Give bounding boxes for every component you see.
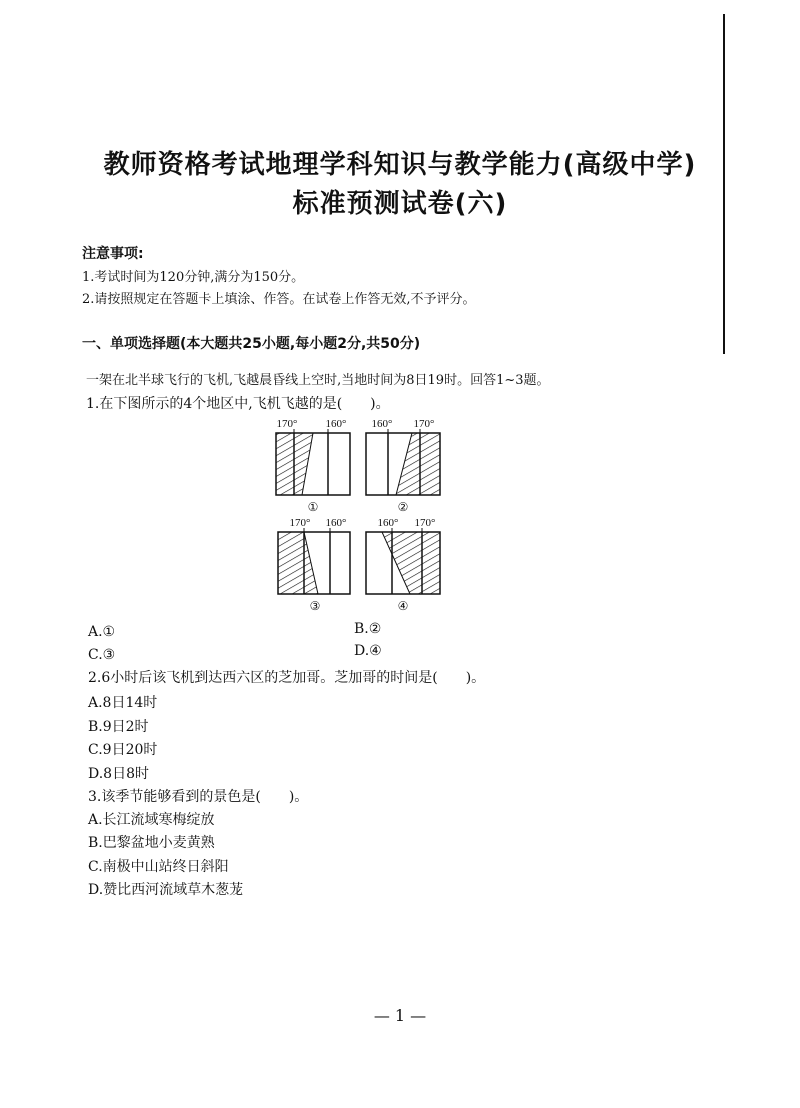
question-2: 2.6小时后该飞机到达西六区的芝加哥。芝加哥的时间是( )。 bbox=[88, 670, 486, 686]
q1-option-a: A.① bbox=[88, 624, 116, 640]
panel-2-number: ② bbox=[397, 500, 409, 514]
panel-1-right-label: 160° bbox=[325, 418, 347, 430]
question-3: 3.该季节能够看到的景色是( )。 bbox=[88, 789, 309, 805]
q2-option-d: D.8日8时 bbox=[88, 766, 149, 782]
panel-2-left-label: 160° bbox=[371, 418, 393, 430]
q1-option-d: D.④ bbox=[354, 643, 382, 659]
question-1: 1.在下图所示的4个地区中,飞机飞越的是( )。 bbox=[86, 396, 390, 412]
map-panel-1 bbox=[262, 415, 362, 519]
map-panel-3 bbox=[262, 514, 362, 618]
map-panel-2 bbox=[352, 415, 452, 519]
panel-3-right-label: 160° bbox=[325, 517, 347, 529]
q1-option-c: C.③ bbox=[88, 647, 116, 663]
panel-4-number: ④ bbox=[397, 599, 409, 613]
exam-title-line2: 标准预测试卷(六) bbox=[292, 189, 508, 219]
q2-option-a: A.8日14时 bbox=[88, 695, 158, 711]
page-number: — 1 — bbox=[373, 1006, 427, 1025]
q3-option-c: C.南极中山站终日斜阳 bbox=[88, 859, 229, 875]
q1-option-b: B.② bbox=[354, 621, 382, 637]
q3-option-b: B.巴黎盆地小麦黄熟 bbox=[88, 835, 215, 851]
q2-option-b: B.9日2时 bbox=[88, 719, 149, 735]
map-panel-4 bbox=[352, 514, 452, 618]
notice-heading: 注意事项: bbox=[82, 246, 144, 262]
q3-option-d: D.赞比西河流域草木葱茏 bbox=[88, 882, 244, 898]
panel-1-left-label: 170° bbox=[276, 418, 298, 430]
panel-2-right-label: 170° bbox=[413, 418, 435, 430]
panel-3-left-label: 170° bbox=[289, 517, 311, 529]
section-heading: 一、单项选择题(本大题共25小题,每小题2分,共50分) bbox=[82, 336, 421, 352]
panel-1-number: ① bbox=[307, 500, 319, 514]
panel-3-number: ③ bbox=[309, 599, 321, 613]
exam-title-line1: 教师资格考试地理学科知识与教学能力(高级中学) bbox=[103, 150, 697, 180]
panel-4-left-label: 160° bbox=[377, 517, 399, 529]
panel-4-right-label: 170° bbox=[414, 517, 436, 529]
notice-item-1: 1.考试时间为120分钟,满分为150分。 bbox=[82, 270, 305, 285]
q2-option-c: C.9日20时 bbox=[88, 742, 158, 758]
q3-option-a: A.长江流域寒梅绽放 bbox=[88, 812, 215, 828]
notice-item-2: 2.请按照规定在答题卡上填涂、作答。在试卷上作答无效,不予评分。 bbox=[82, 292, 476, 307]
question-stem: 一架在北半球飞行的飞机,飞越晨昏线上空时,当地时间为8日19时。回答1~3题。 bbox=[86, 373, 550, 388]
